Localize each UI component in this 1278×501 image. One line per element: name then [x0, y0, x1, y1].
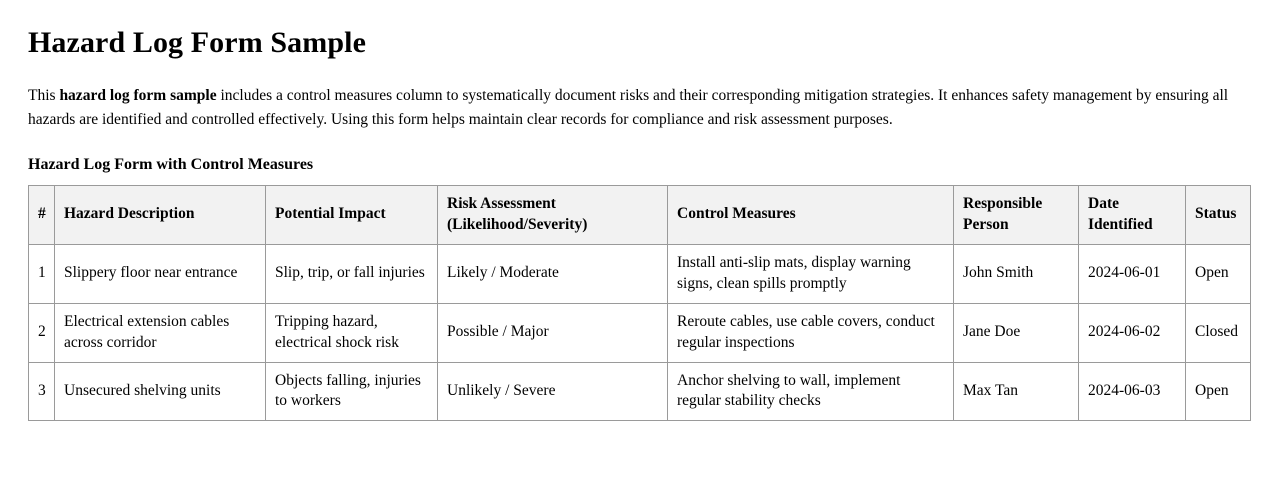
cell-responsible-person: John Smith — [954, 244, 1079, 303]
cell-potential-impact: Objects falling, injuries to workers — [266, 362, 438, 421]
column-header-number: # — [29, 186, 55, 245]
column-header-potential-impact: Potential Impact — [266, 186, 438, 245]
hazard-log-table — [28, 185, 1251, 421]
cell-risk-assessment: Likely / Moderate — [438, 244, 668, 303]
column-header-date-identified: Date Identified — [1079, 186, 1186, 245]
page-title: Hazard Log Form Sample — [28, 26, 367, 59]
intro-paragraph — [28, 84, 1250, 132]
table-row — [29, 362, 1251, 421]
table-header-row — [29, 186, 1251, 245]
cell-potential-impact: Tripping hazard, electrical shock risk — [266, 303, 438, 362]
table-row — [29, 244, 1251, 303]
cell-date-identified: 2024-06-02 — [1079, 303, 1186, 362]
table-header — [29, 186, 1251, 245]
intro-bold-phrase: hazard log form sample — [59, 87, 217, 104]
cell-responsible-person: Max Tan — [954, 362, 1079, 421]
cell-risk-assessment: Possible / Major — [438, 303, 668, 362]
cell-date-identified: 2024-06-03 — [1079, 362, 1186, 421]
cell-status: Closed — [1186, 303, 1251, 362]
column-header-status: Status — [1186, 186, 1251, 245]
cell-responsible-person: Jane Doe — [954, 303, 1079, 362]
cell-potential-impact: Slip, trip, or fall injuries — [266, 244, 438, 303]
column-header-hazard-description: Hazard Description — [55, 186, 266, 245]
column-header-responsible-person: Responsible Person — [954, 186, 1079, 245]
cell-date-identified: 2024-06-01 — [1079, 244, 1186, 303]
cell-number: 2 — [29, 303, 55, 362]
table-body — [29, 244, 1251, 421]
cell-status: Open — [1186, 362, 1251, 421]
cell-number: 1 — [29, 244, 55, 303]
cell-hazard-description: Unsecured shelving units — [55, 362, 266, 421]
cell-status: Open — [1186, 244, 1251, 303]
cell-hazard-description: Slippery floor near entrance — [55, 244, 266, 303]
cell-control-measures: Anchor shelving to wall, implement regular stability checks — [668, 362, 954, 421]
cell-risk-assessment: Unlikely / Severe — [438, 362, 668, 421]
cell-control-measures: Reroute cables, use cable covers, conduct regular inspections — [668, 303, 954, 362]
cell-number: 3 — [29, 362, 55, 421]
section-title: Hazard Log Form with Control Measures — [28, 156, 314, 174]
intro-rest: includes a control measures column to systematically document risks and their corresponding mitigation strategies. It enhances safety management by ensuring all hazards are identified and controlled effectively. Using this form helps maintain clear records for compliance and risk assessment purposes. — [28, 87, 1229, 129]
intro-lead: This — [28, 87, 60, 104]
cell-hazard-description: Electrical extension cables across corridor — [55, 303, 266, 362]
column-header-risk-assessment: Risk Assessment (Likelihood/Severity) — [438, 186, 668, 245]
cell-control-measures: Install anti-slip mats, display warning signs, clean spills promptly — [668, 244, 954, 303]
column-header-control-measures: Control Measures — [668, 186, 954, 245]
table-row — [29, 303, 1251, 362]
